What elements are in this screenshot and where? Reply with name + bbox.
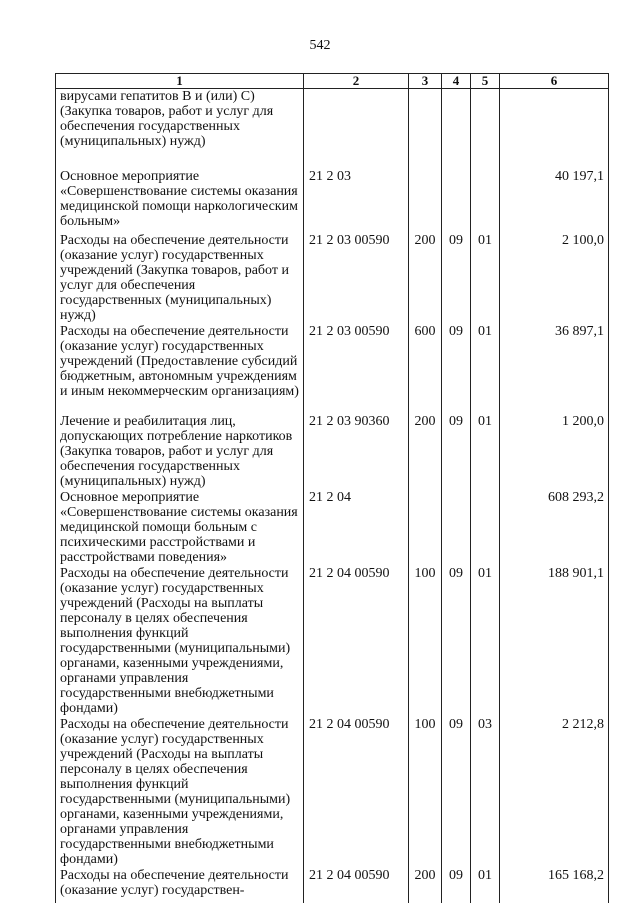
table-row (56, 716, 609, 867)
row-pr: 03 (471, 716, 500, 867)
row-vr: 200 (409, 867, 442, 903)
row-pr (471, 89, 500, 168)
row-vr: 600 (409, 323, 442, 413)
page-number: 542 (309, 38, 331, 53)
row-sum: 36 897,1 (500, 323, 609, 413)
table-row (56, 168, 609, 232)
row-rz: 09 (442, 323, 471, 413)
row-rz (442, 489, 471, 565)
table-row (56, 867, 609, 903)
row-pr: 01 (471, 232, 500, 323)
table-row (56, 489, 609, 565)
row-name: Расходы на обеспечение деятельности (оказание услуг) государственных учреждений (Расходы на выплаты персоналу в целях обеспечения выполнения функций государственными (муниципальными) органами, казенными учреждениями, органами управления государственными внебюджетными фондами) (56, 716, 304, 867)
row-pr: 01 (471, 323, 500, 413)
row-vr (409, 168, 442, 232)
row-name: Расходы на обеспечение деятельности (оказание услуг) государствен- (56, 867, 304, 903)
table-row (56, 413, 609, 489)
row-code (304, 89, 409, 168)
col-header-6: 6 (500, 74, 609, 89)
row-sum: 188 901,1 (500, 565, 609, 716)
row-vr: 100 (409, 565, 442, 716)
row-pr (471, 168, 500, 232)
row-code: 21 2 03 (304, 168, 409, 232)
row-name: Расходы на обеспечение деятельности (оказание услуг) государственных учреждений (Закупка товаров, работ и услуг для обеспечения государственных (муниципальных) нужд) (56, 232, 304, 323)
row-code: 21 2 04 00590 (304, 867, 409, 903)
row-sum (500, 89, 609, 168)
row-sum: 1 200,0 (500, 413, 609, 489)
row-pr: 01 (471, 565, 500, 716)
row-sum: 40 197,1 (500, 168, 609, 232)
table-row (56, 323, 609, 413)
row-sum: 2 212,8 (500, 716, 609, 867)
col-header-4: 4 (442, 74, 471, 89)
row-vr: 200 (409, 232, 442, 323)
col-header-3: 3 (409, 74, 442, 89)
row-vr (409, 89, 442, 168)
row-sum: 608 293,2 (500, 489, 609, 565)
row-name: Лечение и реабилитация лиц, допускающих потребление наркотиков (Закупка товаров, работ и услуг для обеспечения государственных (муниципальных) нужд) (56, 413, 304, 489)
col-header-5: 5 (471, 74, 500, 89)
row-pr: 01 (471, 413, 500, 489)
col-header-2: 2 (304, 74, 409, 89)
row-code: 21 2 03 90360 (304, 413, 409, 489)
table-row (56, 565, 609, 716)
table-row (56, 89, 609, 168)
row-code: 21 2 04 00590 (304, 716, 409, 867)
col-header-1: 1 (56, 74, 304, 89)
row-rz: 09 (442, 867, 471, 903)
row-pr: 01 (471, 867, 500, 903)
row-rz: 09 (442, 413, 471, 489)
table-row (56, 232, 609, 323)
row-code: 21 2 03 00590 (304, 323, 409, 413)
row-rz (442, 89, 471, 168)
header-row (56, 74, 609, 89)
row-name: Основное мероприятие «Совершенствование системы оказания медицинской помощи больным с психическими расстройствами и расстройствами поведения» (56, 489, 304, 565)
row-name: вирусами гепатитов В и (или) С) (Закупка товаров, работ и услуг для обеспечения государственных (муниципальных) нужд) (56, 89, 304, 168)
row-name: Расходы на обеспечение деятельности (оказание услуг) государственных учреждений (Предоставление субсидий бюджетным, автономным учреждениям и иным некоммерческим организациям) (56, 323, 304, 413)
row-vr (409, 489, 442, 565)
row-rz: 09 (442, 232, 471, 323)
row-rz (442, 168, 471, 232)
row-rz: 09 (442, 565, 471, 716)
row-sum: 2 100,0 (500, 232, 609, 323)
row-name: Основное мероприятие «Совершенствование системы оказания медицинской помощи наркологическим больным» (56, 168, 304, 232)
row-pr (471, 489, 500, 565)
row-name: Расходы на обеспечение деятельности (оказание услуг) государственных учреждений (Расходы на выплаты персоналу в целях обеспечения выполнения функций государственными (муниципальными) органами, казенными учреждениями, органами управления государственными внебюджетными фондами) (56, 565, 304, 716)
row-vr: 200 (409, 413, 442, 489)
row-code: 21 2 04 (304, 489, 409, 565)
row-code: 21 2 03 00590 (304, 232, 409, 323)
row-sum: 165 168,2 (500, 867, 609, 903)
row-code: 21 2 04 00590 (304, 565, 409, 716)
budget-table (55, 73, 609, 903)
row-rz: 09 (442, 716, 471, 867)
row-vr: 100 (409, 716, 442, 867)
